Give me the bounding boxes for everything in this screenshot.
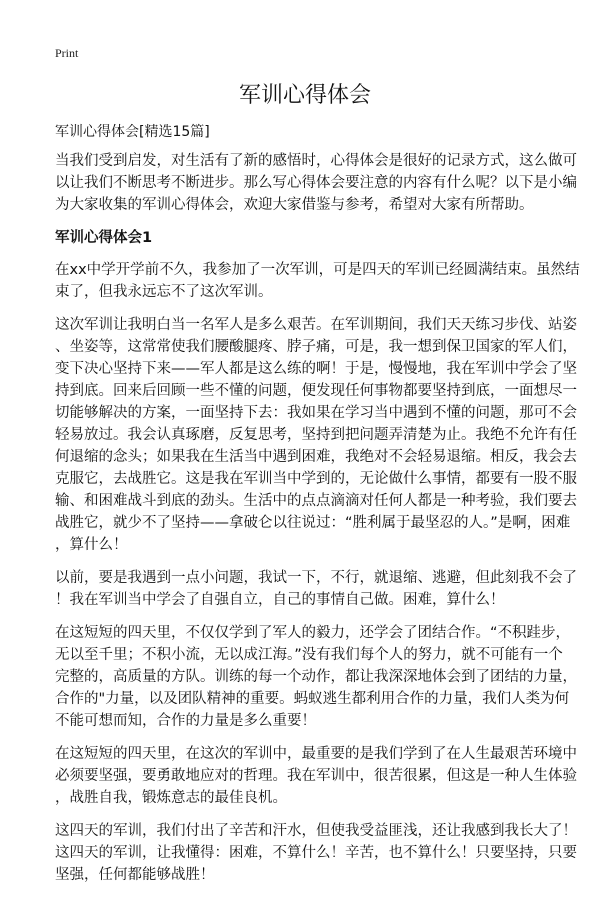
- text-line: 这四天的军训，我们付出了辛苦和汗水，但使我受益匪浅，还让我感到我长大了！: [55, 823, 577, 839]
- text-line: ！我在军训当中学会了自强自立，自己的事情自己做。困难，算什么！: [55, 592, 505, 608]
- text-line: 这次军训让我明白当一名军人是多么艰苦。在军训期间，我们天天练习步伐、站姿: [55, 317, 577, 333]
- text-line: 坚强，任何都能够战胜！: [55, 867, 215, 883]
- text-line: 合作的"力量，以及团队精神的重要。蚂蚁逃生都利用合作的力量，我们人类为何: [55, 691, 570, 707]
- text-line: 当我们受到启发，对生活有了新的感悟时，心得体会是很好的记录方式，这么做可: [55, 153, 577, 169]
- text-line: 变下决心坚持下来——军人都是这么练的啊！于是，慢慢地，我在军训中学会了坚: [55, 361, 577, 377]
- document-subtitle: 军训心得体会[精选15篇]: [55, 124, 210, 140]
- text-line: 为大家收集的军训心得体会，欢迎大家借鉴与参考，希望对大家有所帮助。: [55, 197, 534, 213]
- text-line: 输、和困难战斗到底的劲头。生活中的点点滴滴对任何人都是一种考验，我们要去: [55, 493, 577, 509]
- text-line: 不能可想而知，合作的力量是多么重要！: [55, 713, 316, 729]
- article-paragraph: [55, 743, 577, 809]
- article-paragraph: [55, 820, 577, 886]
- intro-paragraph: [55, 150, 577, 216]
- page-title: 军训心得体会: [238, 83, 371, 108]
- article-paragraph: [55, 259, 580, 303]
- document-body: [55, 150, 580, 897]
- text-line: 以让我们不断思考不断进步。那么写心得体会要注意的内容有什么呢？以下是小编: [55, 175, 577, 191]
- text-line: 完整的，高质量的方队。训练的每一个动作，都让我深深地体会到了团结的力量，: [55, 669, 577, 685]
- text-line: 战胜它，就少不了坚持——拿破仑以往说过：“胜利属于最坚忍的人。”是啊，困难: [55, 515, 571, 531]
- text-line: 这四天的军训，让我懂得：困难，不算什么！辛苦，也不算什么！只要坚持，只要: [55, 845, 577, 861]
- text-line: 在xx中学开学前不久，我参加了一次军训，可是四天的军训已经圆满结束。虽然结: [55, 262, 580, 278]
- text-line: 无以至千里；不积小流，无以成江海。”没有我们每个人的努力，就不可能有一个: [55, 647, 563, 663]
- text-line: 、坐姿等，这常常使我们腰酸腿疼、脖子痛，可是，我一想到保卫国家的军人们，: [55, 339, 577, 355]
- text-line: 在这短短的四天里，在这次的军训中，最重要的是我们学到了在人生最艰苦环境中: [55, 746, 577, 762]
- article-paragraph: [55, 567, 577, 611]
- text-line: 轻易放过。我会认真琢磨，反复思考，坚持到把问题弄清楚为止。我绝不允许有任: [55, 427, 577, 443]
- text-line: ，算什么！: [55, 537, 128, 553]
- text-line: 以前，要是我遇到一点小问题，我试一下，不行，就退缩、逃避，但此刻我不会了: [55, 570, 577, 586]
- text-line: 在这短短的四天里，不仅仅学到了军人的毅力，还学会了团结合作。“不积跬步，: [55, 625, 571, 641]
- print-link[interactable]: Print: [55, 46, 79, 60]
- article-paragraphs: [55, 259, 580, 886]
- text-line: ，战胜自我，锻炼意志的最佳良机。: [55, 790, 287, 806]
- text-line: 克服它，去战胜它。这是我在军训当中学到的，无论做什么事情，都要有一股不服: [55, 471, 577, 487]
- text-line: 束了，但我永远忘不了这次军训。: [55, 284, 273, 300]
- article-paragraph: [55, 314, 577, 556]
- article-paragraph: [55, 622, 577, 732]
- section-heading: 军训心得体会1: [55, 230, 153, 246]
- text-line: 何退缩的念头；如果我在生活当中遇到困难，我绝对不会轻易退缩。相反，我会去: [55, 449, 577, 465]
- text-line: 持到底。回来后回顾一些不懂的问题，便发现任何事物都要坚持到底，一面想尽一: [55, 383, 577, 399]
- text-line: 必须要坚强，要勇敢地应对的哲理。我在军训中，很苦很累，但这是一种人生体验: [55, 768, 577, 784]
- text-line: 切能够解决的方案，一面坚持下去：我如果在学习当中遇到不懂的问题，那可不会: [55, 405, 577, 421]
